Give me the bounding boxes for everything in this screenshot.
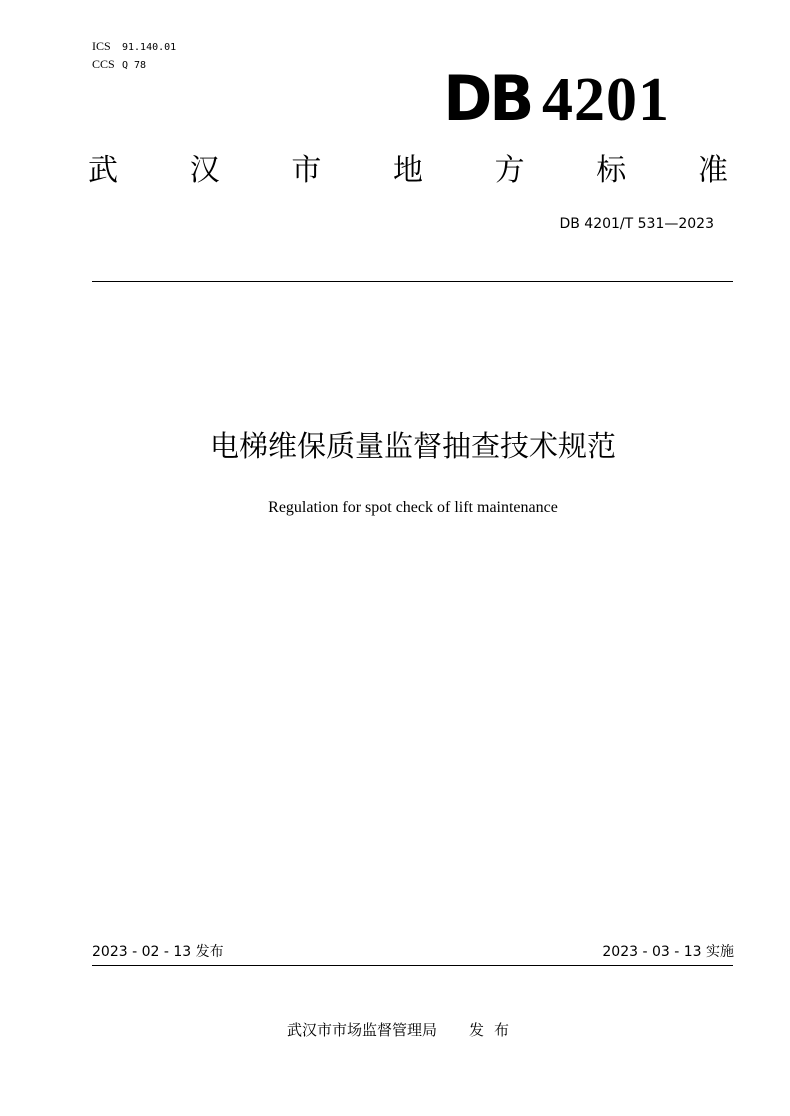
standard-type-char: 汉 bbox=[189, 153, 220, 188]
standard-type-char: 地 bbox=[392, 153, 423, 188]
standard-mark-prefix: DB bbox=[443, 62, 532, 135]
standard-type-char: 武 bbox=[88, 153, 118, 188]
ics-row bbox=[92, 37, 176, 55]
ccs-row bbox=[92, 55, 146, 73]
standard-type-char: 市 bbox=[291, 153, 322, 188]
issue-date: 2023 - 02 - 13 发布 bbox=[92, 944, 224, 960]
standard-mark-code: 4201 bbox=[542, 66, 670, 134]
publisher-action: 发布 bbox=[469, 1021, 520, 1039]
standard-type-char: 标 bbox=[596, 153, 627, 188]
publisher-line bbox=[0, 1019, 790, 1041]
ccs-label: CCS bbox=[92, 57, 115, 71]
ccs-value: Q 78 bbox=[122, 60, 147, 71]
footer-divider bbox=[92, 965, 733, 966]
document-title-chinese: 电梯维保质量监督抽查技术规范 bbox=[209, 429, 616, 463]
document-title-english: Regulation for spot check of lift maintenance bbox=[268, 499, 558, 516]
standard-type-char: 方 bbox=[494, 153, 525, 188]
effective-date: 2023 - 03 - 13 实施 bbox=[602, 944, 734, 960]
publisher-name: 武汉市市场监督管理局 bbox=[286, 1021, 437, 1039]
ics-label: ICS bbox=[92, 39, 111, 53]
standard-number: DB 4201/T 531—2023 bbox=[559, 216, 714, 232]
standard-mark bbox=[441, 62, 670, 135]
standard-type-heading bbox=[88, 148, 728, 194]
ics-value: 91.140.01 bbox=[122, 42, 177, 53]
header-divider bbox=[92, 281, 733, 282]
standard-type-char: 准 bbox=[697, 153, 728, 188]
